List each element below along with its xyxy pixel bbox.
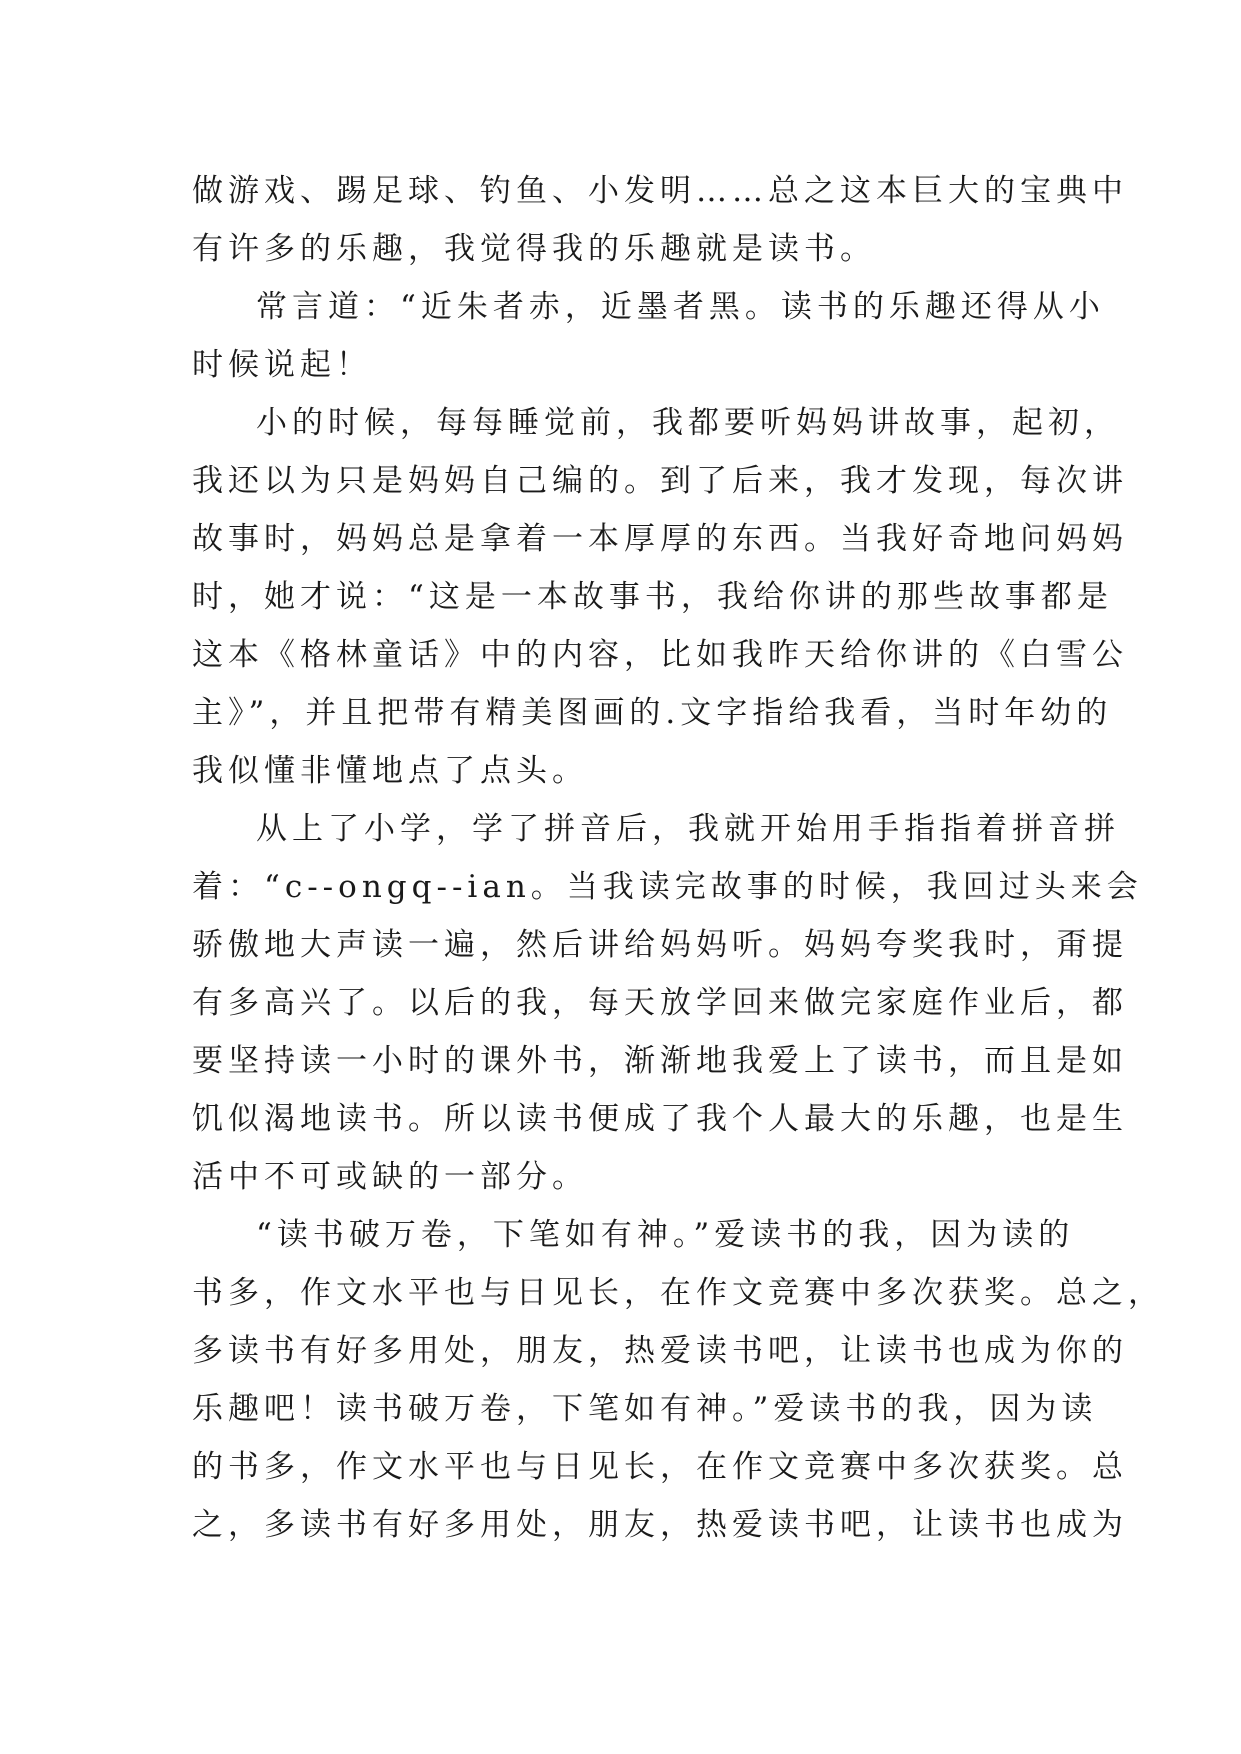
text-line: 我似懂非懂地点了点头。 [192,753,588,789]
text-line: 这本《格林童话》中的内容，比如我昨天给你讲的《白雪公 [192,637,1128,673]
text-line: 骄傲地大声读一遍，然后讲给妈妈听。妈妈夸奖我时，甭提 [192,927,1128,963]
text-line: 乐趣吧！读书破万卷，下笔如有神。”爱读书的我，因为读 [192,1391,1098,1427]
text-line: 我还以为只是妈妈自己编的。到了后来，我才发现，每次讲 [192,463,1128,499]
text-line: 多读书有好多用处，朋友，热爱读书吧，让读书也成为你的 [192,1333,1128,1369]
text-line: 常言道：“近朱者赤，近墨者黑。读书的乐趣还得从小 [256,289,1105,325]
text-line: 的书多，作文水平也与日见长，在作文竞赛中多次获奖。总 [192,1449,1128,1485]
text-line: 之，多读书有好多用处，朋友，热爱读书吧，让读书也成为 [192,1507,1128,1543]
body-text [192,162,1164,1554]
text-line: 时候说起！ [192,347,372,383]
text-line: 做游戏、踢足球、钓鱼、小发明……总之这本巨大的宝典中 [192,173,1128,209]
text-line: 有多高兴了。以后的我，每天放学回来做完家庭作业后，都 [192,985,1128,1021]
text-line: 故事时，妈妈总是拿着一本厚厚的东西。当我好奇地问妈妈 [192,521,1128,557]
text-line: 有许多的乐趣，我觉得我的乐趣就是读书。 [192,231,876,267]
text-line: 饥似渴地读书。所以读书便成了我个人最大的乐趣，也是生 [192,1101,1128,1137]
text-line: 要坚持读一小时的课外书，渐渐地我爱上了读书，而且是如 [192,1043,1128,1079]
text-line: 活中不可或缺的一部分。 [192,1159,588,1195]
text-line: 小的时候，每每睡觉前，我都要听妈妈讲故事，起初， [256,405,1120,441]
text-line: 主》”，并且把带有精美图画的.文字指给我看，当时年幼的 [192,695,1113,731]
text-line: 书多，作文水平也与日见长，在作文竞赛中多次获奖。总之， [192,1275,1164,1311]
text-line: 时，她才说：“这是一本故事书，我给你讲的那些故事都是 [192,579,1113,615]
text-line: “读书破万卷，下笔如有神。”爱读书的我，因为读的 [256,1217,1075,1253]
text-line: 从上了小学，学了拼音后，我就开始用手指指着拼音拼 [256,811,1120,847]
text-line: 着：“c--ongq--ian。当我读完故事的时候，我回过头来会 [192,869,1143,905]
